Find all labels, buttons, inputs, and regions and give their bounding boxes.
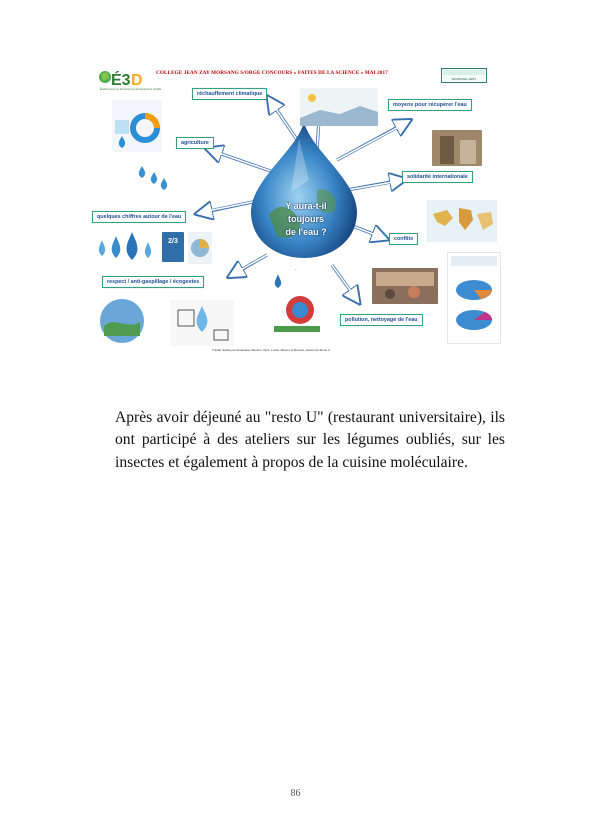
page-number: 86 (290, 788, 301, 799)
water-cycle-poster (268, 270, 326, 338)
water-chart-poster (447, 252, 501, 344)
label-climate: réchauffement climatique (192, 88, 267, 100)
label-pollution: pollution, nettoyage de l'eau (340, 314, 423, 326)
label-recover-water: moyens pour récupérer l'eau (388, 99, 472, 111)
pie-chart-thumbnail (188, 232, 212, 264)
earth-water-drop-image (239, 120, 369, 260)
center-question-line-2: toujours (288, 214, 324, 224)
fraction-panel (162, 232, 184, 262)
label-figures: quelques chiffres autour de l'eau (92, 211, 186, 223)
label-solidarity: solidarité internationale (402, 171, 473, 183)
water-drops-figures (92, 226, 156, 268)
poster-figure (92, 60, 502, 360)
poster-header-title: COLLEGE JEAN ZAY MORSANG S/ORGE CONCOURS « FAITES DE LA SCIENCE » MAI 2017 (156, 70, 388, 76)
morsang-vert-badge (441, 68, 487, 83)
pollution-photo (372, 268, 438, 304)
label-respect: respect / anti-gaspillage / écogestes (102, 276, 204, 288)
center-question-line-1: Y aura-t-il (285, 201, 327, 211)
svg-text:É3: É3 (111, 72, 131, 89)
svg-text:D: D (131, 72, 143, 89)
label-conflicts: conflits (389, 233, 418, 245)
badge-text: MORSANG VERT (451, 77, 477, 81)
poster-credit: Travail réalisé par Anastasia, Damien, Ilyes, Lucile, Manon et Romain, élèves de 5ème C (212, 348, 331, 352)
eco-gestures-sketch (170, 300, 234, 346)
climate-diagram (300, 88, 378, 126)
water-tank-photo (432, 130, 482, 166)
body-paragraph: Après avoir déjeuné au "resto U" (restaurant universitaire), ils ont participé à des ateliers sur les légumes oubliés, sur les insectes et également à propos de la cuisine moléculaire. (115, 408, 505, 471)
water-drops-chart (134, 160, 172, 194)
label-agriculture: agriculture (176, 137, 214, 149)
center-question (267, 200, 345, 239)
eco-gestures-circle (94, 296, 150, 346)
water-pie-infographic (112, 100, 162, 152)
fraction-label: 2/3 (168, 238, 178, 245)
center-question-line-3: de l'eau ? (285, 227, 327, 237)
world-map (427, 200, 497, 242)
logo-subtitle: Établissement en démarche de développement durable (100, 88, 162, 91)
